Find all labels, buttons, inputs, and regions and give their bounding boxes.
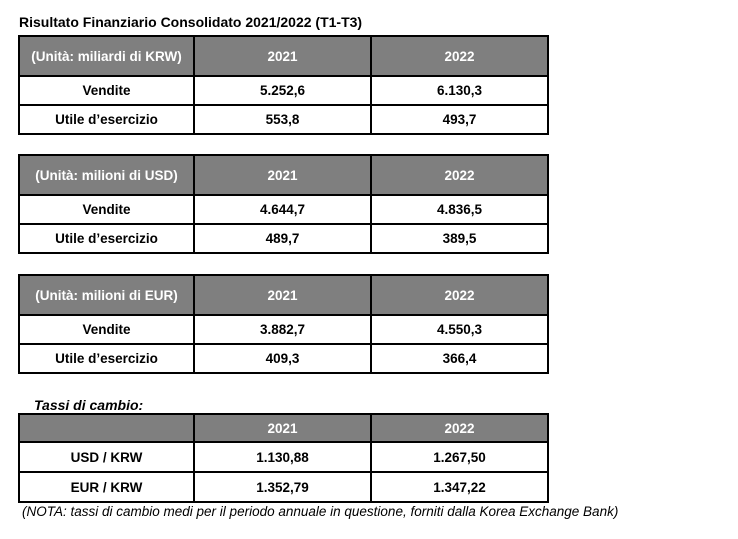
value-2021: 3.882,7 [194, 315, 371, 344]
row-label: Utile d’esercizio [19, 344, 194, 373]
year-2021-header: 2021 [194, 414, 371, 442]
eur-results-table [18, 274, 549, 374]
value-2022: 6.130,3 [371, 76, 548, 105]
year-2022-header: 2022 [371, 275, 548, 315]
year-2021-header: 2021 [194, 36, 371, 76]
value-2022: 366,4 [371, 344, 548, 373]
year-2021-header: 2021 [194, 155, 371, 195]
value-2021: 409,3 [194, 344, 371, 373]
table-header-row [19, 155, 548, 195]
table-row [19, 344, 548, 373]
value-2021: 1.352,79 [194, 472, 371, 502]
table-row [19, 105, 548, 134]
row-label: Vendite [19, 315, 194, 344]
table-header-row [19, 275, 548, 315]
table-row [19, 315, 548, 344]
table-row [19, 442, 548, 472]
table-row [19, 472, 548, 502]
year-2021-header: 2021 [194, 275, 371, 315]
exchange-rates-table [18, 413, 549, 503]
report-title: Risultato Finanziario Consolidato 2021/2022 (T1-T3) [19, 14, 363, 30]
empty-header-cell [19, 414, 194, 442]
value-2022: 4.836,5 [371, 195, 548, 224]
value-2022: 389,5 [371, 224, 548, 253]
row-label: Utile d’esercizio [19, 224, 194, 253]
usd-results-table [18, 154, 549, 254]
year-2022-header: 2022 [371, 36, 548, 76]
year-2022-header: 2022 [371, 155, 548, 195]
table-header-row [19, 36, 548, 76]
table-row [19, 195, 548, 224]
value-2022: 1.347,22 [371, 472, 548, 502]
row-label: EUR / KRW [19, 472, 194, 502]
footnote: (NOTA: tassi di cambio medi per il periodo annuale in questione, forniti dalla Korea Exchange Bank) [22, 504, 619, 519]
row-label: USD / KRW [19, 442, 194, 472]
table-row [19, 224, 548, 253]
krw-results-table [18, 35, 549, 135]
table-row [19, 76, 548, 105]
row-label: Vendite [19, 195, 194, 224]
unit-label: (Unità: milioni di EUR) [19, 275, 194, 315]
value-2021: 553,8 [194, 105, 371, 134]
value-2022: 1.267,50 [371, 442, 548, 472]
value-2022: 4.550,3 [371, 315, 548, 344]
year-2022-header: 2022 [371, 414, 548, 442]
unit-label: (Unità: miliardi di KRW) [19, 36, 194, 76]
exchange-rates-title: Tassi di cambio: [34, 397, 144, 413]
value-2021: 1.130,88 [194, 442, 371, 472]
row-label: Utile d’esercizio [19, 105, 194, 134]
value-2022: 493,7 [371, 105, 548, 134]
value-2021: 489,7 [194, 224, 371, 253]
unit-label: (Unità: milioni di USD) [19, 155, 194, 195]
value-2021: 5.252,6 [194, 76, 371, 105]
table-header-row [19, 414, 548, 442]
value-2021: 4.644,7 [194, 195, 371, 224]
row-label: Vendite [19, 76, 194, 105]
